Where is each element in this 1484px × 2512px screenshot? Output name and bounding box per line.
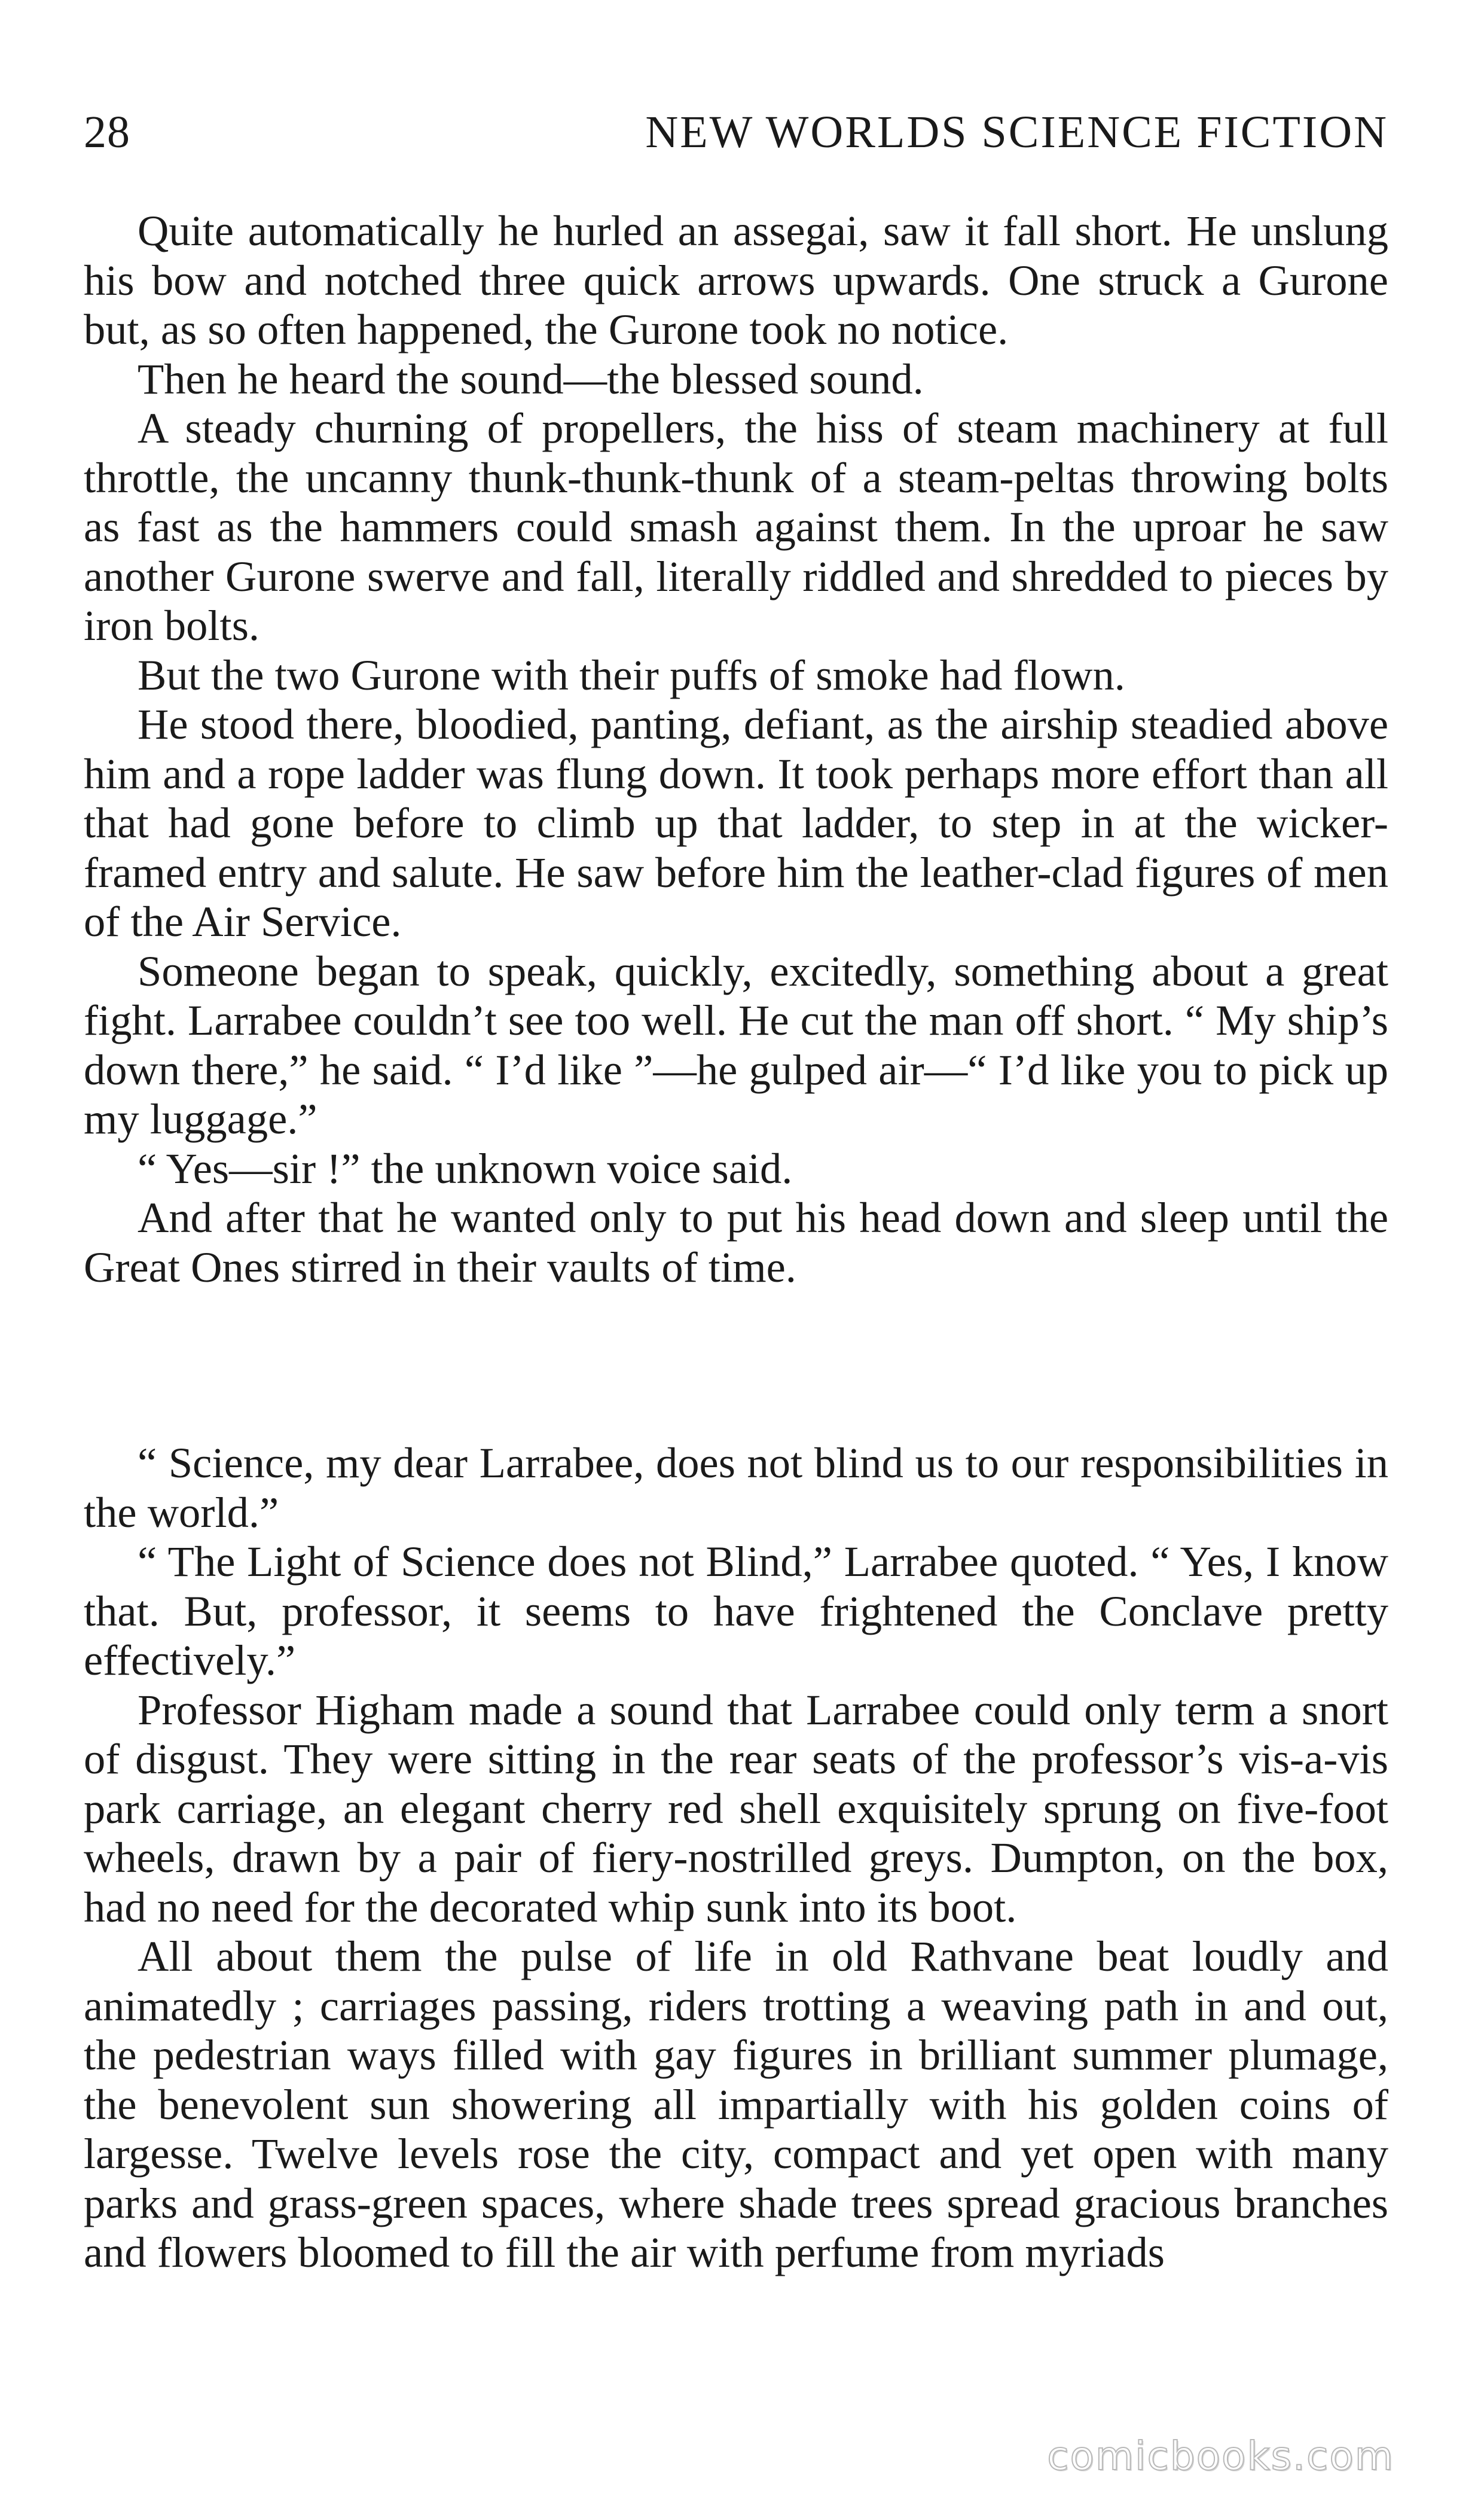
paragraph: Quite automatically he hurled an assegai, saw it fall short. He unslung his bow and notched three quick arrows upwards. One struck a Gurone but, as so often happened, the Gurone took no notice. xyxy=(84,206,1388,353)
paragraph: “ Science, my dear Larrabee, does not blind us to our responsibilities in the world.” xyxy=(84,1438,1388,1537)
paragraph: Professor Higham made a sound that Larrabee could only term a snort of disgust. They were sitting in the rear seats of the professor’s vis-a-vis park carriage, an elegant cherry red shell exquisitely sprung on five-foot wheels, drawn by a pair of fiery-nostrilled greys. Dumpton, on the box, had no need for the decorated whip sunk into its boot. xyxy=(84,1685,1388,1931)
paragraph: “ The Light of Science does not Blind,” Larrabee quoted. “ Yes, I know that. But, professor, it seems to have frightened the Conclave pretty effectively.” xyxy=(84,1537,1388,1684)
story-text-section-2 xyxy=(84,1438,1388,2278)
paragraph: A steady churning of propellers, the hiss of steam machinery at full throttle, the uncanny thunk-thunk-thunk of a steam-peltas throwing bolts as fast as the hammers could smash against them. In the uproar he saw another Gurone swerve and fall, literally riddled and shredded to pieces by iron bolts. xyxy=(84,404,1388,650)
paragraph: Someone began to speak, quickly, excitedly, something about a great fight. Larrabee couldn’t see too well. He cut the man off short. “ My ship’s down there,” he said. “ I’d like ”—he gulped air—“ I’d like you to pick up my luggage.” xyxy=(84,946,1388,1143)
page-header xyxy=(84,106,1388,166)
watermark: comicbooks.com xyxy=(1047,2433,1394,2479)
paragraph: All about them the pulse of life in old Rathvane beat loudly and animatedly ; carriages passing, riders trotting a weaving path in and out, the pedestrian ways filled with gay figures in brilliant summer plumage, the benevolent sun showering all impartially with his golden coins of largesse. Twelve levels rose the city, compact and yet open with many parks and grass-green spaces, where shade trees spread gracious branches and flowers bloomed to fill the air with perfume from myriads xyxy=(84,1932,1388,2276)
paragraph: He stood there, bloodied, panting, defiant, as the airship steadied above him and a rope ladder was flung down. It took perhaps more effort than all that had gone before to climb up that ladder, to step in at the wicker-framed entry and salute. He saw before him the leather-clad figures of men of the Air Service. xyxy=(84,700,1388,946)
paragraph: And after that he wanted only to put his head down and sleep until the Great Ones stirred in their vaults of time. xyxy=(84,1193,1388,1291)
page-number: 28 xyxy=(84,107,130,157)
running-title: NEW WORLDS SCIENCE FICTION xyxy=(645,107,1388,157)
story-text-section-1 xyxy=(84,206,1388,1292)
paragraph: But the two Gurone with their puffs of smoke had flown. xyxy=(138,650,1125,699)
paragraph: Then he heard the sound—the blessed sound. xyxy=(138,354,924,403)
paragraph: “ Yes—sir !” the unknown voice said. xyxy=(138,1144,793,1193)
